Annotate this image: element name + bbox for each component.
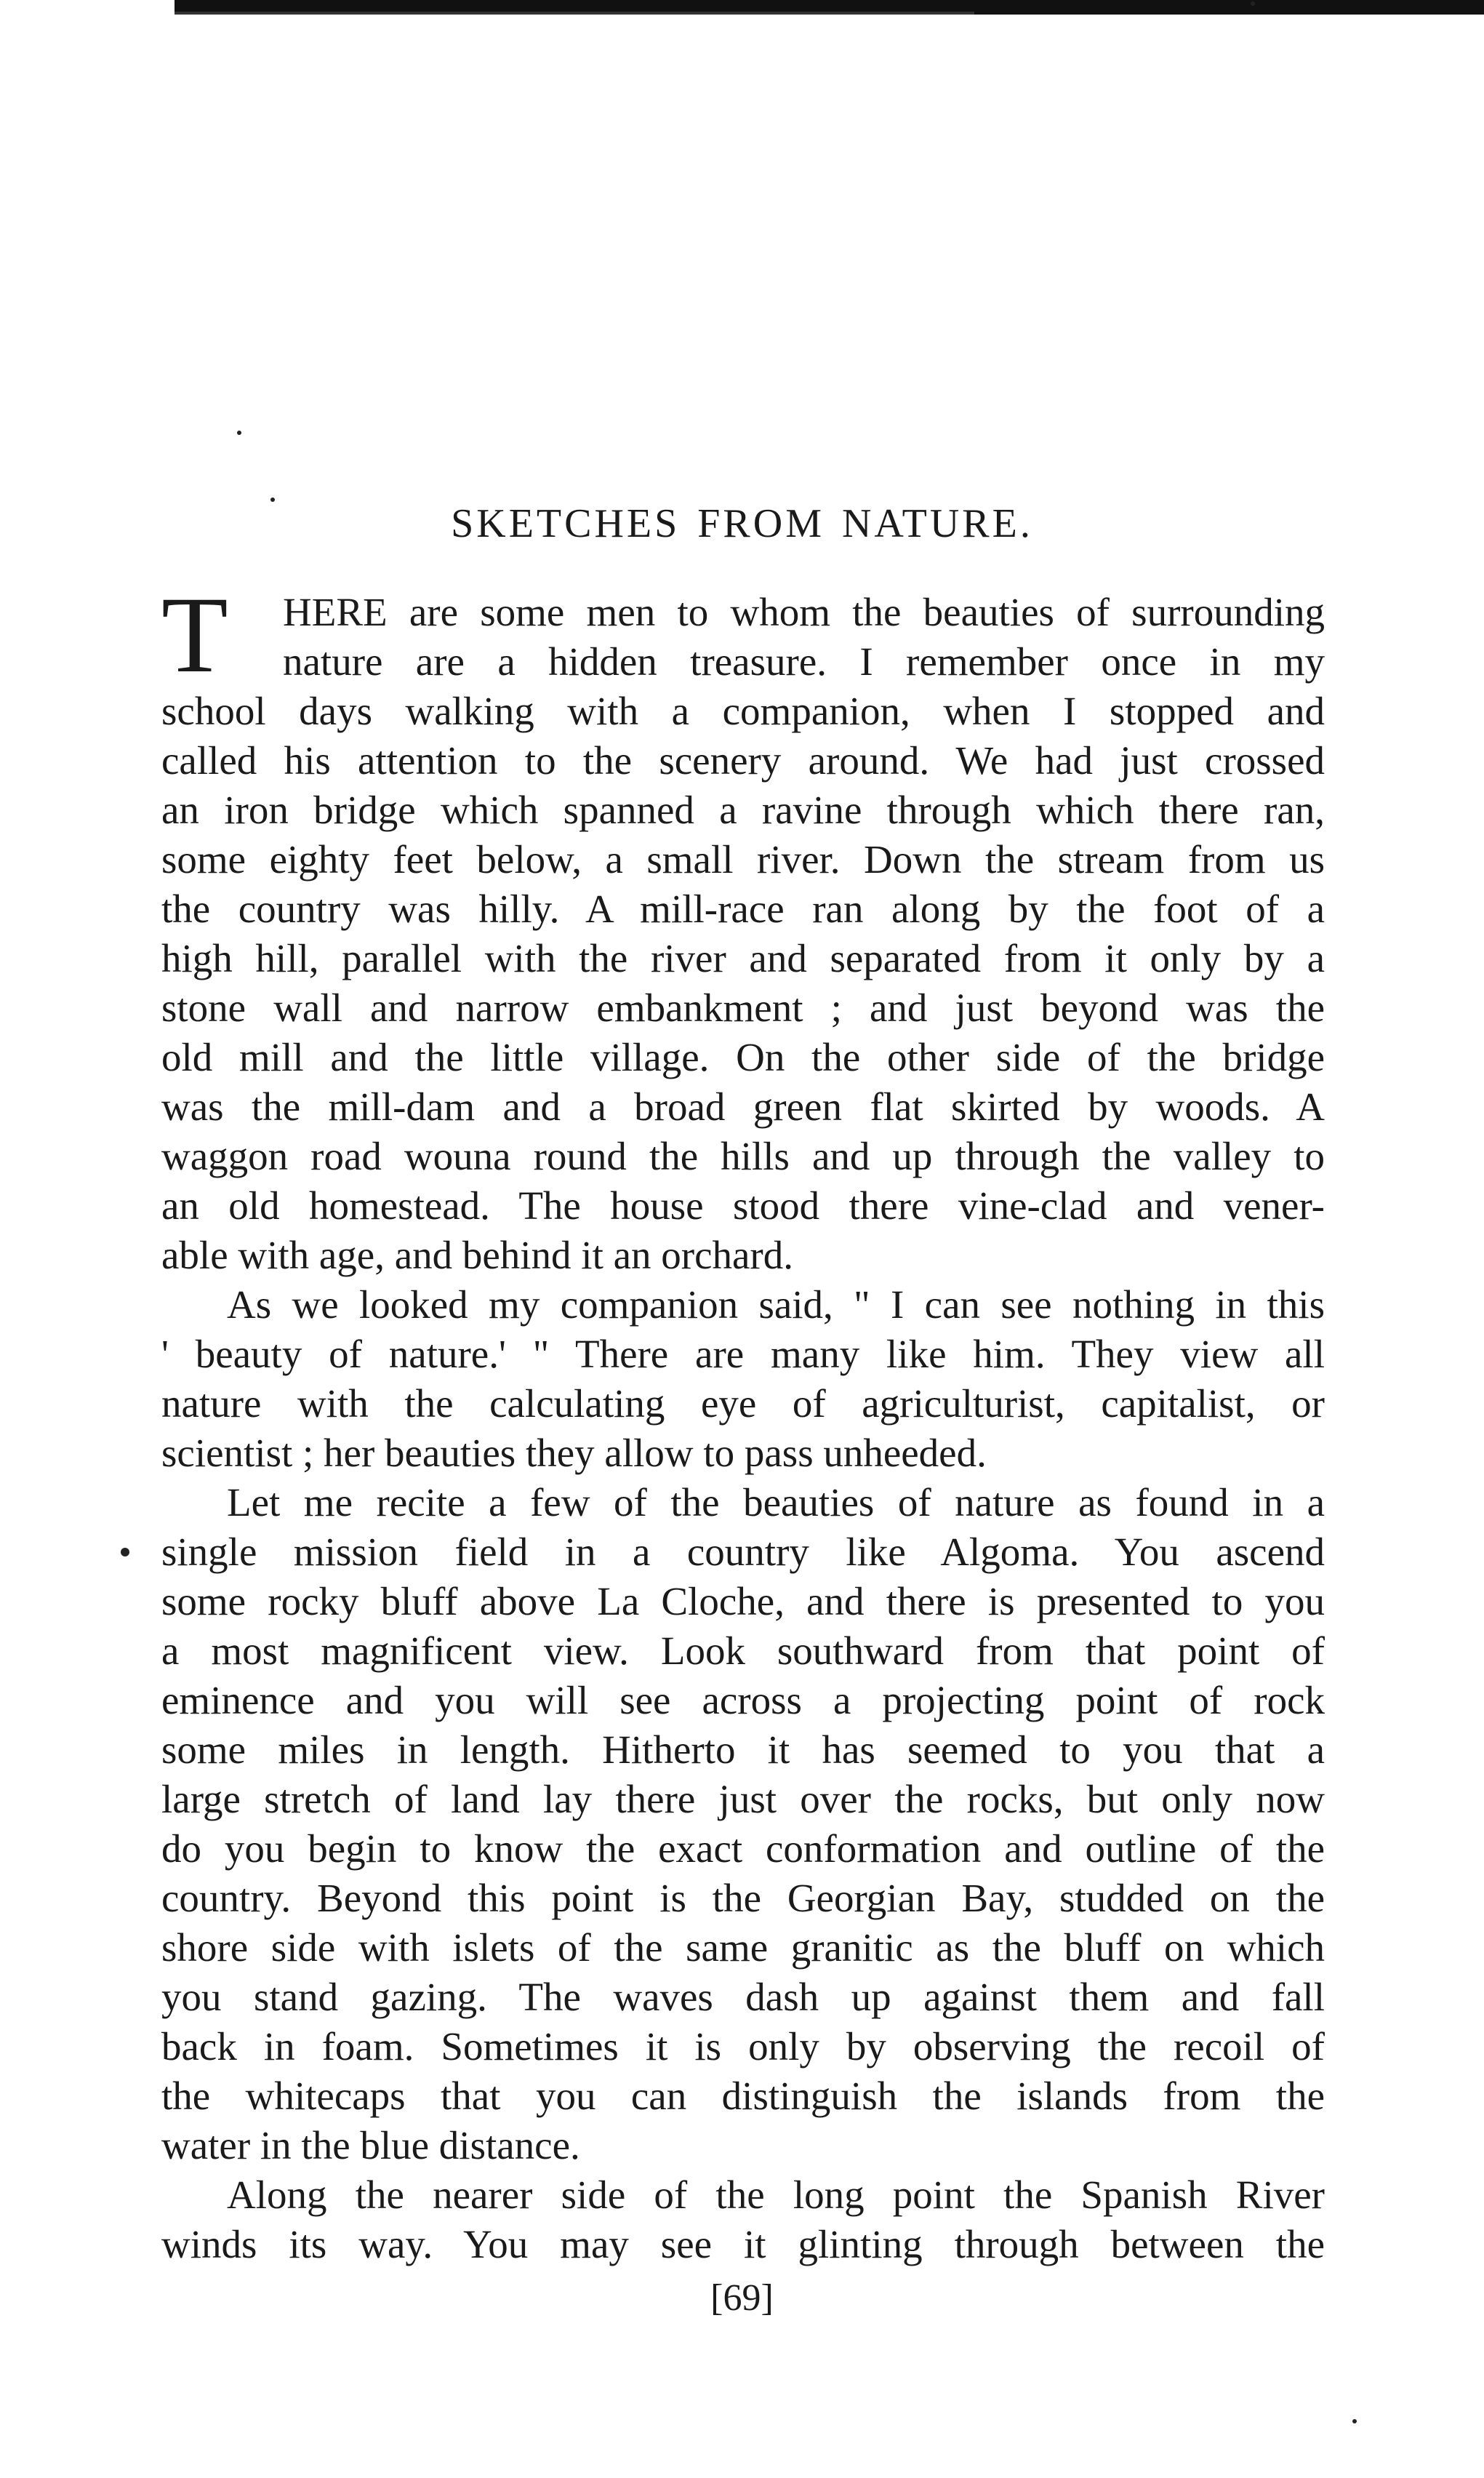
print-speck (237, 431, 241, 435)
text-line: HERE are some men to whom the beauties of surrounding (283, 590, 1325, 634)
text-line: As we looked my companion said, " I can see nothing in this (227, 1282, 1325, 1327)
text-line: nature are a hidden treasure. I remember once in my (283, 639, 1325, 684)
text-line: old mill and the little village. On the other side of the bridge (161, 1035, 1325, 1079)
body-text (161, 637, 1325, 2269)
text-line: some miles in length. Hitherto it has seemed to you that a (161, 1727, 1325, 1772)
text-line: single mission field in a country like Algoma. You ascend (161, 1530, 1325, 1574)
text-line: called his attention to the scenery around. We had just crossed (161, 738, 1325, 783)
text-line: waggon road wouna round the hills and up through the valley to (161, 1134, 1325, 1178)
text-line: winds its way. You may see it glinting through between the (161, 2222, 1325, 2266)
page-title: SKETCHES FROM NATURE. (451, 501, 1033, 546)
print-speck (1352, 2419, 1357, 2423)
text-line: back in foam. Sometimes it is only by observing the recoil of (161, 2024, 1325, 2069)
text-line: do you begin to know the exact conformation and outline of the (161, 1826, 1325, 1871)
top-border-rule-shadow (175, 12, 974, 15)
text-line: some rocky bluff above La Cloche, and there is presented to you (161, 1579, 1325, 1623)
text-line: able with age, and behind it an orchard. (161, 1233, 793, 1277)
text-line: the whitecaps that you can distinguish the islands from the (161, 2074, 1325, 2118)
text-line: Along the nearer side of the long point the Spanish River (227, 2173, 1325, 2217)
text-line: school days walking with a companion, when I stopped and (161, 689, 1325, 733)
page-number: [69] (710, 2277, 774, 2319)
text-line: high hill, parallel with the river and separated from it only by a (161, 936, 1325, 980)
text-line: eminence and you will see across a projecting point of rock (161, 1678, 1325, 1722)
text-line: an old homestead. The house stood there vine-clad and vener- (161, 1183, 1325, 1228)
text-line: was the mill-dam and a broad green flat skirted by woods. A (161, 1084, 1325, 1129)
text-line: shore side with islets of the same granitic as the bluff on which (161, 1925, 1325, 1970)
text-line: you stand gazing. The waves dash up against them and fall (161, 1975, 1325, 2019)
text-line: Let me recite a few of the beauties of nature as found in a (227, 1480, 1325, 1524)
text-line: a most magnificent view. Look southward from that point of (161, 1628, 1325, 1673)
text-line: scientist ; her beauties they allow to pass unheeded. (161, 1431, 987, 1475)
text-line: stone wall and narrow embankment ; and just beyond was the (161, 986, 1325, 1030)
drop-cap: T (161, 575, 228, 695)
text-line: country. Beyond this point is the Georgian Bay, studded on the (161, 1876, 1325, 1920)
text-line: water in the blue distance. (161, 2123, 580, 2167)
print-speck (121, 1548, 129, 1556)
text-line: the country was hilly. A mill-race ran along by the foot of a (161, 887, 1325, 931)
text-line: nature with the calculating eye of agriculturist, capitalist, or (161, 1381, 1325, 1426)
text-line: ' beauty of nature.' " There are many like him. They view all (161, 1332, 1325, 1376)
text-line: an iron bridge which spanned a ravine through which there ran, (161, 788, 1325, 832)
text-line: some eighty feet below, a small river. Down the stream from us (161, 837, 1325, 882)
print-speck (1251, 1, 1255, 6)
first-line-container (283, 588, 1325, 637)
text-line: large stretch of land lay there just over the rocks, but only now (161, 1777, 1325, 1821)
